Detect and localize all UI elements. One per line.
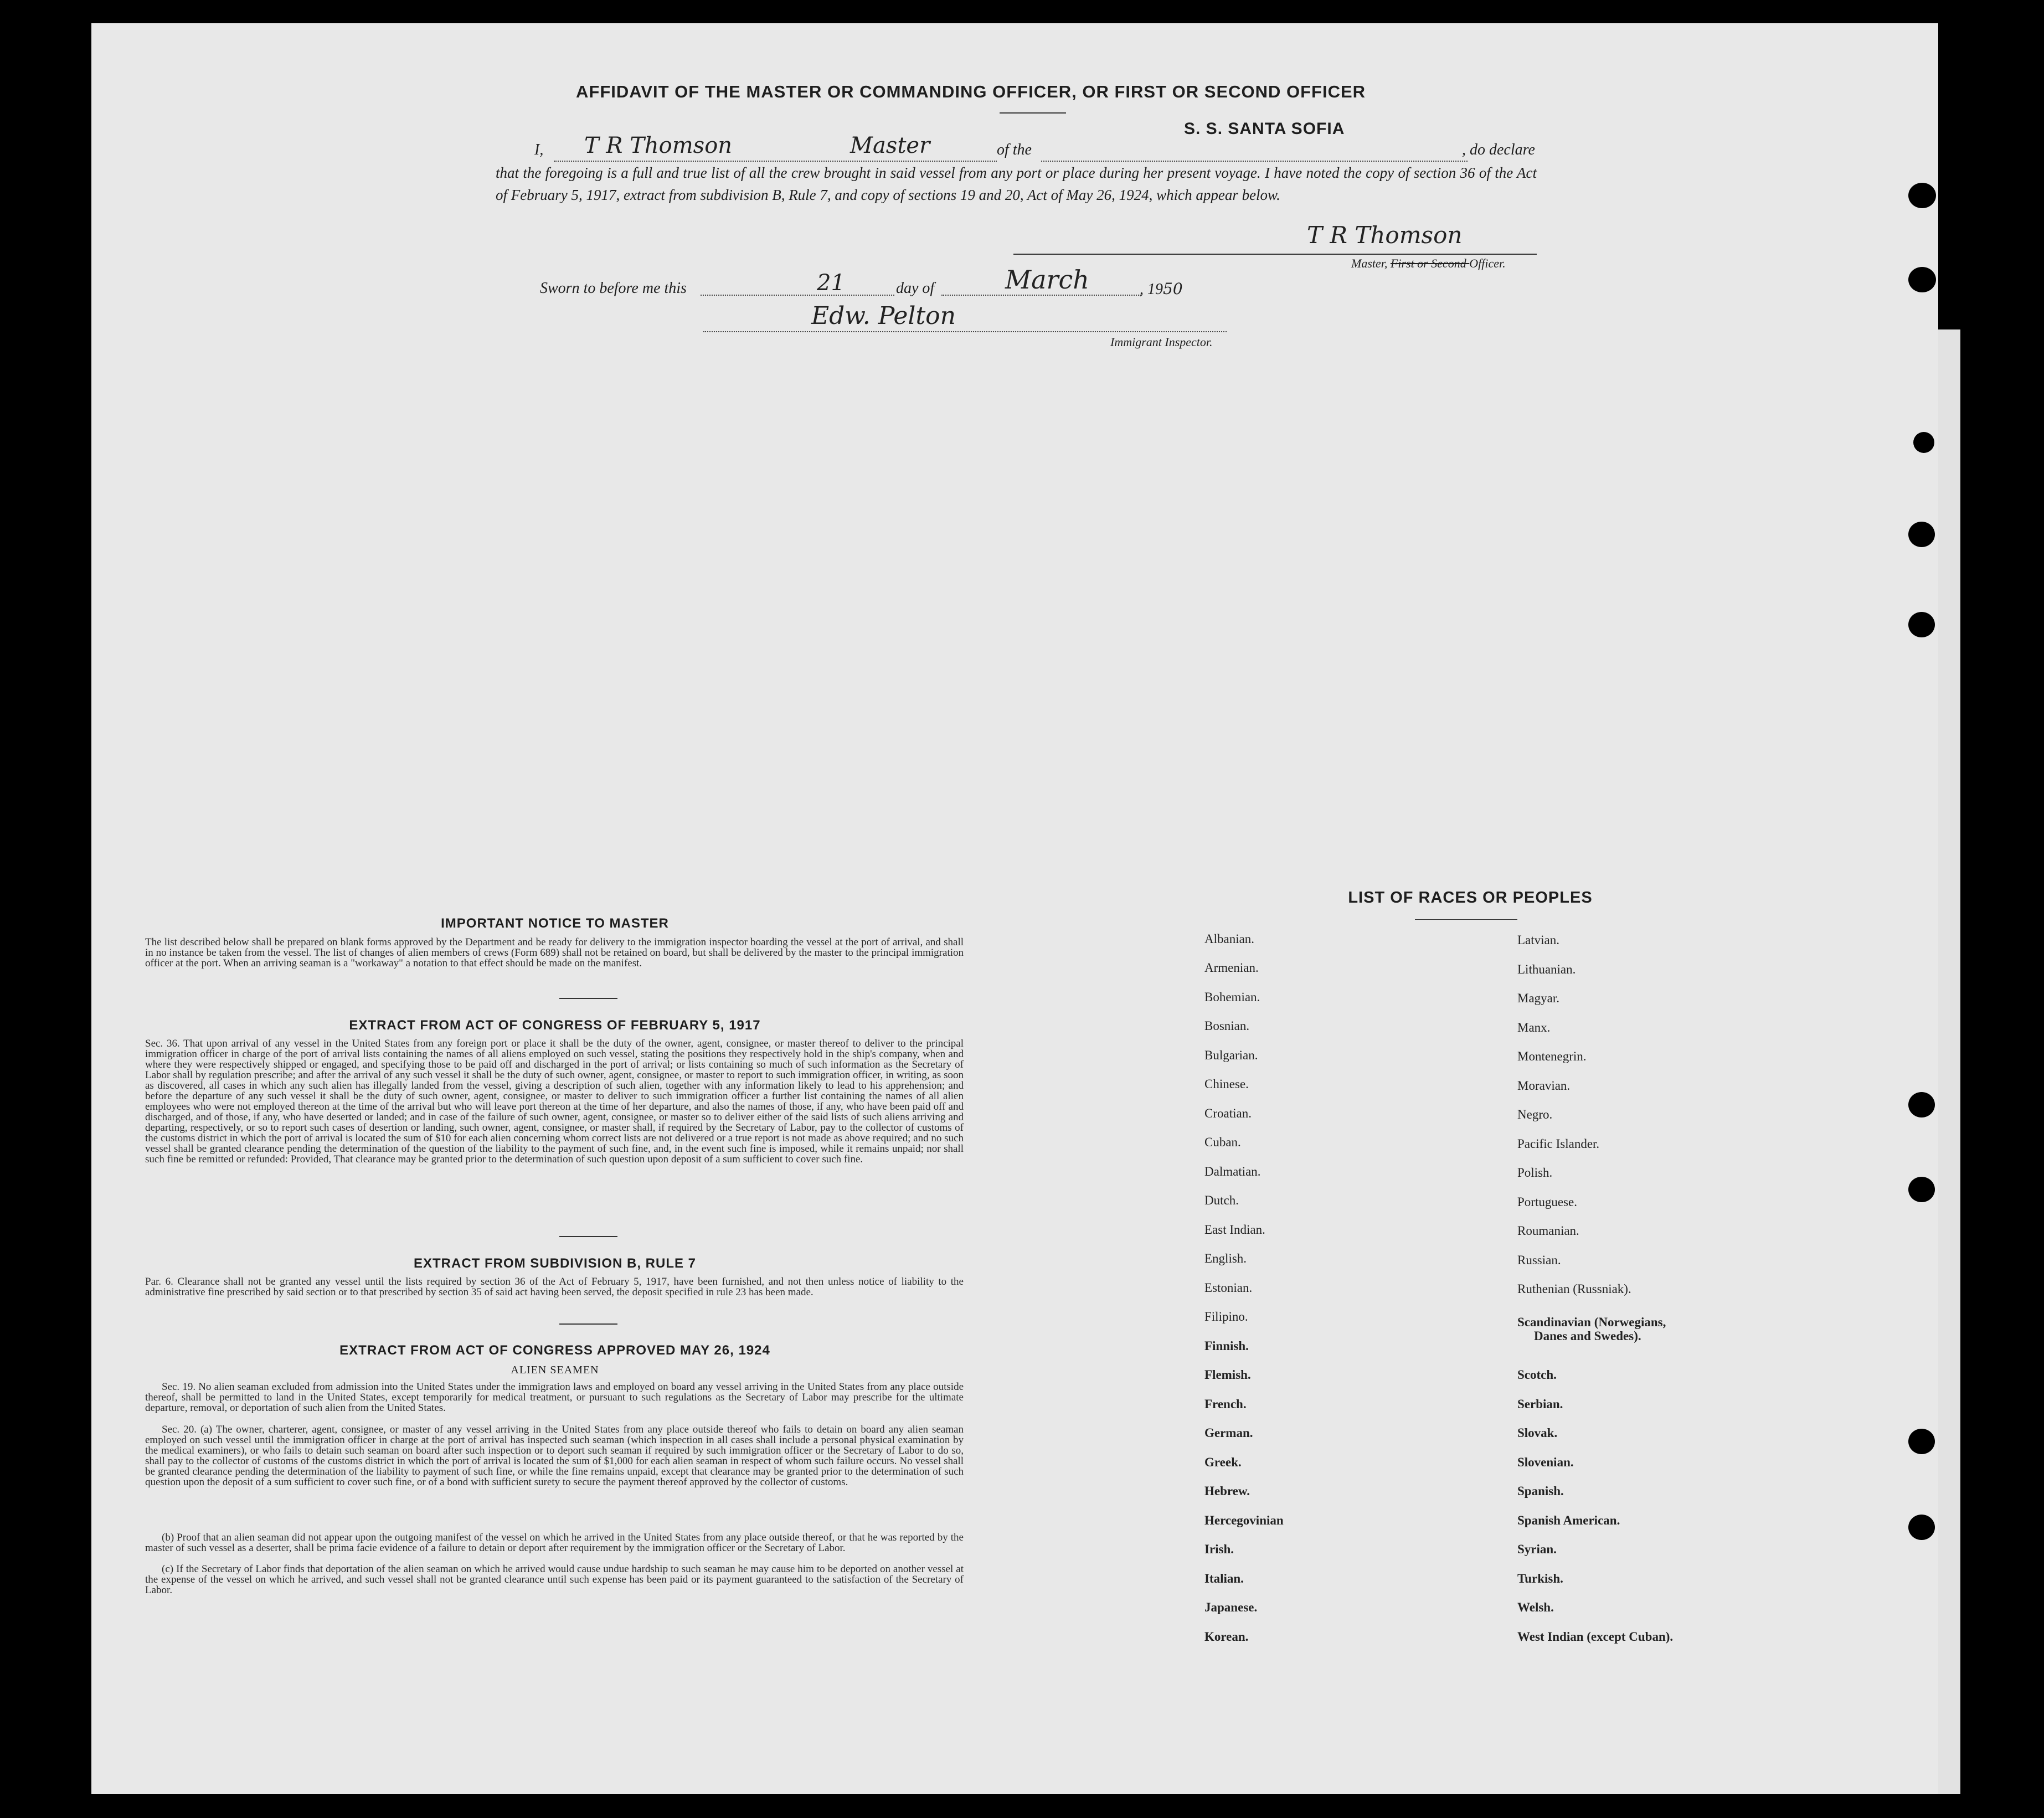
master-name: T R Thomson (584, 133, 733, 158)
race-item: Turkish. (1517, 1572, 1563, 1585)
title-divider (1000, 112, 1066, 114)
race-item: Spanish. (1517, 1484, 1564, 1498)
race-item: Filipino. (1204, 1310, 1248, 1323)
race-item: Pacific Islander. (1517, 1137, 1600, 1151)
race-item: German. (1204, 1426, 1253, 1440)
race-item: Albanian. (1204, 932, 1255, 946)
races-divider (1415, 919, 1517, 920)
master-signature: T R Thomson (1307, 222, 1463, 249)
race-item: Bohemian. (1204, 990, 1260, 1004)
race-item: Spanish American. (1517, 1513, 1620, 1527)
race-item: Polish. (1517, 1166, 1553, 1180)
page-edge-tab (1938, 329, 1960, 1794)
race-item: English. (1204, 1252, 1247, 1265)
race-item: Roumanian. (1517, 1224, 1579, 1238)
master-signature-line (1013, 254, 1537, 255)
extract-1917-title: EXTRACT FROM ACT OF CONGRESS OF FEBRUARY 5, 1917 (349, 1018, 761, 1033)
race-item: Bosnian. (1204, 1019, 1250, 1033)
race-item: Greek. (1204, 1455, 1242, 1469)
sworn-day: 21 (817, 270, 845, 296)
binder-hole (1908, 612, 1935, 637)
binder-hole (1908, 1177, 1935, 1202)
signature-caption (1351, 256, 1506, 271)
race-item: Magyar. (1517, 991, 1560, 1005)
race-item: Ruthenian (Russniak). (1517, 1282, 1631, 1296)
race-item: Irish. (1204, 1542, 1234, 1556)
race-item: Montenegrin. (1517, 1049, 1587, 1063)
sec20a-text: Sec. 20. (a) The owner, charterer, agent, consignee, or master of any vessel arriving in the United States from any place outside thereof who fails to detain on board any alien seaman employed on such vessel until the immigration officer in charge at the port of arrival has inspected such seaman (which inspection in all cases shall include a personal physical examination by the medical examiners), or who fails to detain such seaman on board after such inspection or to deport such seaman if required by such immigration officer or the Secretary of Labor to do so, shall pay to the collector of customs of the customs district in which the port of arrival is located the sum of $1,000 for each alien seaman in respect of whom such failure occurs. No vessel shall be granted clearance pending the determination of the liability to payment of such fine, or while the fine remains unpaid, except that clearance may be granted prior to the determination of such question upon the deposit of a sum sufficient to cover such fine, or of a bond with sufficient surety to secure the payment thereof approved by the collector of customs. (145, 1424, 964, 1488)
sworn-year (1140, 280, 1183, 298)
inspector-signature-line (703, 331, 1227, 332)
race-item: Flemish. (1204, 1368, 1251, 1382)
year-prefix: , 19 (1140, 281, 1163, 298)
inspector-signature: Edw. Pelton (811, 302, 956, 330)
binder-hole (1908, 522, 1935, 547)
binder-hole (1908, 267, 1936, 292)
binder-hole (1908, 1429, 1935, 1454)
extract-1917-text: Sec. 36. That upon arrival of any vessel in the United States from any foreign port or place it shall be the duty of the owner, agent, consignee, or master thereof to deliver to the principal immigration officer in charge of the port of arrival lists containing the names of all aliens employed on such vessel, stating the positions they respectively hold in the ship's company, when and where they were respectively shipped or engaged, and specifying those to be paid off and discharged in the port of arrival; or lists containing so much of such information as the Secretary of Labor shall by regulation prescribe; and after the arrival of any such vessel it shall be the duty of such owner, agent, consignee, or master to report to such immigration officer, in writing, as soon as discovered, all cases in which any such alien has illegally landed from the vessel, giving a description of such alien, together with any information likely to lead to his apprehension; and before the departure of any such vessel it shall be the duty of such owner, agent, consignee, or master to deliver to such immigration officer a further list containing the names of all alien employees who were not employed thereon at the time of the arrival but who will leave port thereon at the time of her departure, and also the names of those, if any, who have been paid off and discharged, and of those, if any, who have deserted or landed; and in case of the failure of such owner, agent, consignee, or master so to deliver either of the said lists of such aliens arriving and departing, respectively, or so to report such cases of desertion or landing, such owner, agent, consignee, or master shall, if required by the Secretary of Labor, pay to the collector of customs of the customs district in which the port of arrival is located the sum of $10 for each alien concerning whom correct lists are not delivered or a true report is not made as above required; and no such vessel shall be granted clearance pending the determination of the question of the liability to the payment of such fine, and, in the event such fine is imposed, while it remains unpaid; nor shall such fine be remitted or refunded: Provided, That clearance may be granted prior to the determination of such question upon deposit of a sum sufficient to cover such fine. (145, 1038, 964, 1165)
affidavit-title: AFFIDAVIT OF THE MASTER OR COMMANDING OFFICER, OR FIRST OR SECOND OFFICER (576, 82, 1366, 101)
race-item: Manx. (1517, 1021, 1551, 1034)
race-item: Syrian. (1517, 1542, 1557, 1556)
race-item: Portuguese. (1517, 1195, 1577, 1209)
extract-rule7-title: EXTRACT FROM SUBDIVISION B, RULE 7 (413, 1256, 697, 1271)
race-item: Hebrew. (1204, 1484, 1250, 1498)
caption-struck: First or Second (1390, 256, 1470, 270)
race-item: Chinese. (1204, 1077, 1249, 1091)
race-item: Serbian. (1517, 1397, 1563, 1411)
caption-suffix: Officer. (1469, 256, 1506, 270)
race-item: Latvian. (1517, 933, 1559, 947)
binder-hole (1913, 432, 1934, 453)
sec20c-text: (c) If the Secretary of Labor finds that deportation of the alien seaman on which he arrived would cause undue hardship to such seaman he may cause him to be deported on another vessel at the expense of the vessel on which he arrived, and such vessel shall not be granted clearance until such expense has been paid or its payment guaranteed to the satisfaction of the Secretary of Labor. (145, 1563, 964, 1596)
race-item: East Indian. (1204, 1223, 1265, 1237)
race-item: Slovak. (1517, 1426, 1558, 1440)
race-item: Bulgarian. (1204, 1048, 1258, 1062)
race-item: Lithuanian. (1517, 962, 1576, 976)
of-the-label: of the (997, 141, 1032, 158)
race-item: Moravian. (1517, 1079, 1571, 1093)
notice-text: The list described below shall be prepared on blank forms approved by the Department and be ready for delivery to the immigration inspector boarding the vessel at the port of arrival, and shall in no instance be taken from the vessel. The list of changes of alien members of crews (Form 689) shall not be retained on board, but shall be delivered by the master to the principal immigration officer at the port. When an arriving seaman is a "workaway" a notation to that effect should be made on the manifest. (145, 936, 964, 969)
sec19-text: Sec. 19. No alien seaman excluded from admission into the United States under the immigration laws and employed on board any vessel arriving in the United States from any place outside thereof, shall be permitted to land in the United States, except temporarily for medical treatment, or pursuant to such regulations as the Secretary of Labor may prescribe for the ultimate departure, removal, or deportation of such alien from the United States. (145, 1381, 964, 1414)
race-item: Negro. (1517, 1108, 1553, 1121)
notice-title: IMPORTANT NOTICE TO MASTER (441, 916, 669, 931)
race-item: Croatian. (1204, 1106, 1252, 1120)
declaration-text: that the foregoing is a full and true list of all the crew brought in said vessel from any port or place during her present voyage. I have noted the copy of section 36 of the Act of February 5, 1917, extract from subdivision B, Rule 7, and copy of sections 19 and 20, Act of May 26, 1924, which appear below. (496, 164, 1537, 203)
extract-1924-subtitle: ALIEN SEAMEN (511, 1364, 599, 1376)
i-label: I, (534, 141, 544, 158)
caption-prefix: Master, (1351, 256, 1391, 270)
races-title: LIST OF RACES OR PEOPLES (1348, 889, 1593, 907)
extract-rule7-text: Par. 6. Clearance shall not be granted any vessel until the lists required by section 36 of the Act of February 5, 1917, have been furnished, and not then unless notice of liability to the administrative fine prescribed by said section or to that prescribed by section 35 of said act having been served, the deposit specified in rule 23 has been made. (145, 1276, 964, 1298)
inspector-caption: Immigrant Inspector. (1110, 335, 1213, 349)
race-item: Finnish. (1204, 1339, 1249, 1353)
race-item: Korean. (1204, 1630, 1249, 1644)
race-item: Italian. (1204, 1572, 1244, 1585)
race-item: Danes and Swedes). (1534, 1329, 1641, 1343)
day-of-label: day of (896, 280, 935, 297)
binder-hole (1908, 1515, 1935, 1540)
binder-hole (1908, 183, 1936, 208)
sworn-label: Sworn to before me this (540, 280, 687, 297)
sworn-month: March (1005, 265, 1089, 295)
master-rank: Master (850, 133, 930, 158)
vessel-name-stamp: S. S. SANTA SOFIA (1184, 120, 1345, 138)
race-item: Scotch. (1517, 1368, 1557, 1382)
race-item: West Indian (except Cuban). (1517, 1630, 1674, 1644)
race-item: Cuban. (1204, 1135, 1241, 1149)
race-item: Scandinavian (Norwegians, (1517, 1315, 1666, 1329)
race-item: Hercegovinian (1204, 1513, 1284, 1527)
extract-1924-title: EXTRACT FROM ACT OF CONGRESS APPROVED MAY 26, 1924 (339, 1343, 770, 1358)
race-item: Welsh. (1517, 1600, 1554, 1614)
race-item: Estonian. (1204, 1281, 1253, 1295)
sworn-day-line (701, 295, 894, 296)
divider (559, 998, 617, 999)
race-item: Japanese. (1204, 1600, 1258, 1614)
race-item: Armenian. (1204, 961, 1259, 975)
race-item: Russian. (1517, 1253, 1561, 1267)
year-suffix: 50 (1163, 280, 1183, 298)
race-item: Slovenian. (1517, 1455, 1574, 1469)
sworn-month-line (941, 295, 1141, 296)
race-item: Dutch. (1204, 1193, 1239, 1207)
divider (559, 1323, 617, 1325)
divider (559, 1236, 617, 1237)
do-declare-label: , do declare (1462, 141, 1535, 158)
sec20b-text: (b) Proof that an alien seaman did not appear upon the outgoing manifest of the vessel on which he arrived in the United States from any place outside thereof, or that he was reported by the master of such vessel as a deserter, shall be prima facie evidence of a failure to detain or deport after requirement by the immigration officer or the Secretary of Labor. (145, 1532, 964, 1554)
binder-hole (1908, 1092, 1935, 1117)
race-item: French. (1204, 1397, 1247, 1411)
race-item: Dalmatian. (1204, 1165, 1261, 1178)
